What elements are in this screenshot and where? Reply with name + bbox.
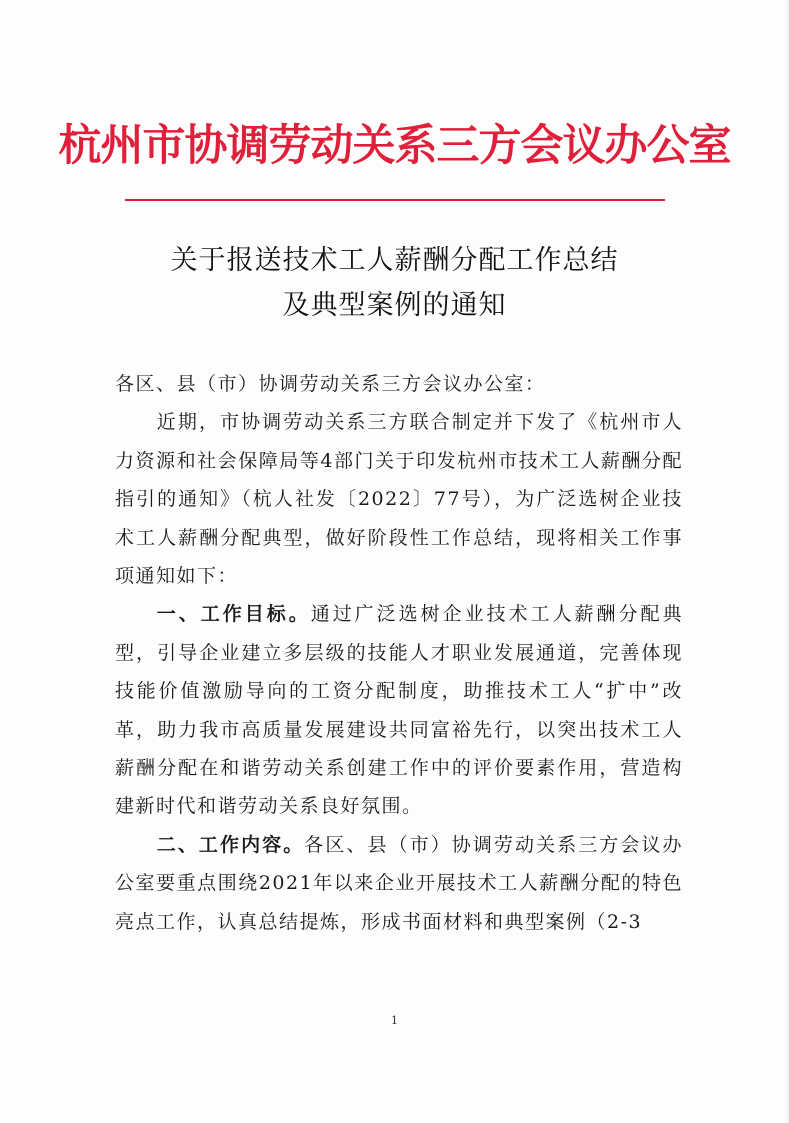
document-title (0, 238, 789, 328)
section-2-heading: 二、工作内容。 (156, 833, 305, 856)
red-header-divider (125, 199, 665, 201)
section-1-paragraph (115, 595, 683, 825)
section-2-text: 各区、县（市）协调劳动关系三方会议办公室要重点围绕2021年以来企业开展技术工人薪酬分配的特色亮点工作，认真总结提炼，形成书面材料和典型案例（2-3 (115, 833, 683, 933)
organization-header: 杭州市协调劳动关系三方会议办公室 (58, 121, 731, 171)
section-1-text: 通过广泛选树企业技术工人薪酬分配典型，引导企业建立多层级的技能人才职业发展通道，完善体现技能价值激励导向的工资分配制度，助推技术工人“扩中”改革，助力我市高质量发展建设共同富裕先行，以突出技术工人薪酬分配在和谐劳动关系创建工作中的评价要素作用，营造构建新时代和谐劳动关系良好氛围。 (115, 603, 683, 818)
scan-edge-shadow (785, 0, 789, 1123)
section-2-paragraph (115, 826, 683, 941)
document-title-line-1: 关于报送技术工人薪酬分配工作总结 (170, 245, 619, 276)
document-title-line-2: 及典型案例的通知 (282, 290, 507, 321)
intro-paragraph: 近期，市协调劳动关系三方联合制定并下发了《杭州市人力资源和社会保障局等4部门关于印发杭州市技术工人薪酬分配指引的通知》（杭人社发〔2022〕77号），为广泛选树企业技术工人薪酬分配典型，做好阶段性工作总结，现将相关工作事项通知如下： (115, 411, 683, 588)
section-1-heading: 一、工作目标。 (156, 603, 311, 626)
page-number: 1 (391, 1014, 398, 1027)
document-body (115, 365, 683, 941)
salutation: 各区、县（市）协调劳动关系三方会议办公室： (115, 373, 546, 395)
